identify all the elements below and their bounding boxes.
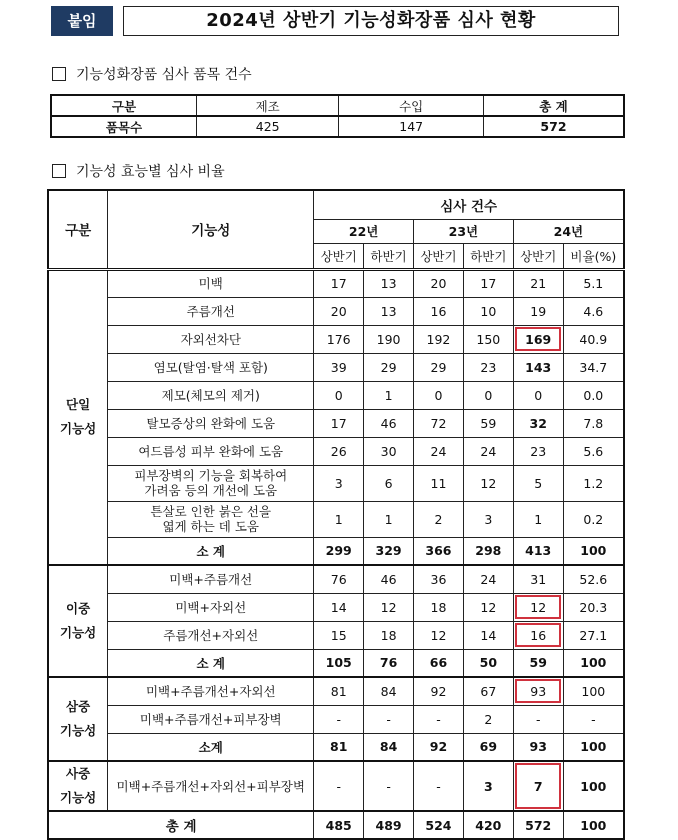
count-cell: - bbox=[364, 761, 414, 811]
summary-header-manufacture: 제조 bbox=[196, 95, 339, 116]
count-cell: 0.2 bbox=[563, 501, 624, 537]
count-cell: - bbox=[414, 705, 464, 733]
section1-heading bbox=[52, 64, 252, 84]
count-cell: 5 bbox=[513, 465, 563, 501]
header-category: 구분 bbox=[48, 190, 108, 269]
count-cell: 52.6 bbox=[563, 565, 624, 593]
subtotal-cell: 329 bbox=[364, 537, 414, 565]
count-cell: 150 bbox=[463, 325, 513, 353]
count-cell: 23 bbox=[463, 353, 513, 381]
count-cell: 4.6 bbox=[563, 297, 624, 325]
count-cell: 11 bbox=[414, 465, 464, 501]
count-cell: 176 bbox=[314, 325, 364, 353]
count-cell: 100 bbox=[563, 761, 624, 811]
header-h1: 상반기 bbox=[414, 243, 464, 269]
function-name: 튼살로 인한 붉은 선을 엷게 하는 데 도움 bbox=[108, 501, 314, 537]
summary-manufacture-value: 425 bbox=[196, 116, 339, 137]
count-cell: 3 bbox=[314, 465, 364, 501]
count-cell: - bbox=[513, 705, 563, 733]
count-cell: 31 bbox=[513, 565, 563, 593]
function-name: 미백+주름개선+자외선+피부장벽 bbox=[108, 761, 314, 811]
subtotal-cell: 59 bbox=[513, 649, 563, 677]
grand-total-cell: 489 bbox=[364, 811, 414, 839]
count-cell: 23 bbox=[513, 437, 563, 465]
count-cell: - bbox=[364, 705, 414, 733]
subtotal-cell: 100 bbox=[563, 649, 624, 677]
header-ratio: 비율(%) bbox=[563, 243, 624, 269]
count-cell: 13 bbox=[364, 297, 414, 325]
count-cell: 3 bbox=[463, 501, 513, 537]
section2-heading bbox=[52, 161, 225, 181]
count-cell: 6 bbox=[364, 465, 414, 501]
subtotal-cell: 366 bbox=[414, 537, 464, 565]
count-cell: 20.3 bbox=[563, 593, 624, 621]
grand-total-cell: 420 bbox=[463, 811, 513, 839]
group-label: 이중 기능성 bbox=[48, 565, 108, 677]
count-cell: 21 bbox=[513, 269, 563, 297]
function-name: 피부장벽의 기능을 회복하여 가려움 등의 개선에 도움 bbox=[108, 465, 314, 501]
table-row bbox=[48, 465, 624, 501]
function-name: 미백+자외선 bbox=[108, 593, 314, 621]
count-cell: 18 bbox=[414, 593, 464, 621]
function-name: 자외선차단 bbox=[108, 325, 314, 353]
header-h1: 상반기 bbox=[314, 243, 364, 269]
count-cell: 143 bbox=[513, 353, 563, 381]
table-row bbox=[48, 381, 624, 409]
count-cell: 1 bbox=[314, 501, 364, 537]
count-cell: 12 bbox=[513, 593, 563, 621]
count-cell: 190 bbox=[364, 325, 414, 353]
grand-total-row bbox=[48, 811, 624, 839]
table-body bbox=[48, 269, 624, 839]
count-cell: 5.6 bbox=[563, 437, 624, 465]
subtotal-label: 소계 bbox=[108, 733, 314, 761]
count-cell: 72 bbox=[414, 409, 464, 437]
table-row bbox=[48, 593, 624, 621]
count-cell: 17 bbox=[463, 269, 513, 297]
count-cell: 100 bbox=[563, 677, 624, 705]
count-cell: 81 bbox=[314, 677, 364, 705]
header-function: 기능성 bbox=[108, 190, 314, 269]
function-name: 제모(체모의 제거) bbox=[108, 381, 314, 409]
count-cell: 12 bbox=[463, 465, 513, 501]
subtotal-cell: 76 bbox=[364, 649, 414, 677]
table-row bbox=[48, 677, 624, 705]
count-cell: 0 bbox=[463, 381, 513, 409]
count-cell: 19 bbox=[513, 297, 563, 325]
count-cell: - bbox=[314, 761, 364, 811]
count-cell: 1.2 bbox=[563, 465, 624, 501]
page-title: 2024년 상반기 기능성화장품 심사 현황 bbox=[123, 6, 619, 36]
count-cell: 76 bbox=[314, 565, 364, 593]
count-cell: 29 bbox=[414, 353, 464, 381]
count-cell: 24 bbox=[414, 437, 464, 465]
function-name: 미백+주름개선+피부장벽 bbox=[108, 705, 314, 733]
count-cell: 10 bbox=[463, 297, 513, 325]
subtotal-cell: 299 bbox=[314, 537, 364, 565]
count-cell: - bbox=[414, 761, 464, 811]
table-row bbox=[48, 297, 624, 325]
count-cell: - bbox=[563, 705, 624, 733]
function-name: 주름개선+자외선 bbox=[108, 621, 314, 649]
count-cell: 24 bbox=[463, 565, 513, 593]
count-cell: 0 bbox=[414, 381, 464, 409]
count-cell: 2 bbox=[414, 501, 464, 537]
function-name: 미백 bbox=[108, 269, 314, 297]
table-row bbox=[48, 565, 624, 593]
count-cell: 27.1 bbox=[563, 621, 624, 649]
count-cell: 7 bbox=[513, 761, 563, 811]
checkbox-square-icon bbox=[52, 67, 66, 81]
subtotal-cell: 84 bbox=[364, 733, 414, 761]
subtotal-cell: 81 bbox=[314, 733, 364, 761]
subtotal-cell: 66 bbox=[414, 649, 464, 677]
summary-import-value: 147 bbox=[339, 116, 484, 137]
table-row bbox=[48, 705, 624, 733]
summary-row-label: 품목수 bbox=[51, 116, 196, 137]
count-cell: 3 bbox=[463, 761, 513, 811]
count-cell: 18 bbox=[364, 621, 414, 649]
count-cell: 1 bbox=[364, 501, 414, 537]
subtotal-row bbox=[48, 733, 624, 761]
count-cell: 39 bbox=[314, 353, 364, 381]
count-cell: 20 bbox=[414, 269, 464, 297]
count-cell: 12 bbox=[364, 593, 414, 621]
review-ratio-table bbox=[47, 189, 625, 840]
count-cell: 17 bbox=[314, 409, 364, 437]
function-name: 미백+주름개선 bbox=[108, 565, 314, 593]
attachment-badge: 붙임 bbox=[51, 6, 113, 36]
subtotal-label: 소 계 bbox=[108, 649, 314, 677]
summary-header-row bbox=[51, 95, 624, 116]
subtotal-cell: 100 bbox=[563, 733, 624, 761]
table-row bbox=[48, 269, 624, 297]
count-cell: 16 bbox=[513, 621, 563, 649]
count-cell: 0.0 bbox=[563, 381, 624, 409]
table-row bbox=[48, 621, 624, 649]
table-row bbox=[48, 501, 624, 537]
count-cell: 93 bbox=[513, 677, 563, 705]
count-cell: 46 bbox=[364, 409, 414, 437]
subtotal-row bbox=[48, 537, 624, 565]
count-cell: 13 bbox=[364, 269, 414, 297]
subtotal-cell: 50 bbox=[463, 649, 513, 677]
count-cell: 17 bbox=[314, 269, 364, 297]
summary-data-row bbox=[51, 116, 624, 137]
count-cell: 2 bbox=[463, 705, 513, 733]
group-label: 사중 기능성 bbox=[48, 761, 108, 811]
count-cell: - bbox=[314, 705, 364, 733]
group-label: 삼중 기능성 bbox=[48, 677, 108, 761]
count-cell: 14 bbox=[314, 593, 364, 621]
grand-total-cell: 524 bbox=[414, 811, 464, 839]
count-cell: 26 bbox=[314, 437, 364, 465]
grand-total-cell: 572 bbox=[513, 811, 563, 839]
subtotal-row bbox=[48, 649, 624, 677]
count-cell: 12 bbox=[414, 621, 464, 649]
summary-header-import: 수입 bbox=[339, 95, 484, 116]
count-cell: 34.7 bbox=[563, 353, 624, 381]
grand-total-cell: 485 bbox=[314, 811, 364, 839]
table-row bbox=[48, 353, 624, 381]
count-cell: 36 bbox=[414, 565, 464, 593]
header-year-23: 23년 bbox=[414, 219, 514, 243]
function-name: 염모(탈염·탈색 포함) bbox=[108, 353, 314, 381]
header-h1: 상반기 bbox=[513, 243, 563, 269]
count-cell: 12 bbox=[463, 593, 513, 621]
grand-total-cell: 100 bbox=[563, 811, 624, 839]
count-cell: 84 bbox=[364, 677, 414, 705]
checkbox-square-icon bbox=[52, 164, 66, 178]
summary-table bbox=[50, 94, 625, 138]
header-h2: 하반기 bbox=[364, 243, 414, 269]
count-cell: 1 bbox=[364, 381, 414, 409]
count-cell: 32 bbox=[513, 409, 563, 437]
grand-total-label: 총 계 bbox=[48, 811, 314, 839]
count-cell: 14 bbox=[463, 621, 513, 649]
header-h2: 하반기 bbox=[463, 243, 513, 269]
subtotal-cell: 100 bbox=[563, 537, 624, 565]
table-row bbox=[48, 437, 624, 465]
table-row bbox=[48, 325, 624, 353]
count-cell: 5.1 bbox=[563, 269, 624, 297]
summary-header-category: 구분 bbox=[51, 95, 196, 116]
subtotal-cell: 413 bbox=[513, 537, 563, 565]
count-cell: 92 bbox=[414, 677, 464, 705]
subtotal-label: 소 계 bbox=[108, 537, 314, 565]
group-label: 단일 기능성 bbox=[48, 269, 108, 565]
function-name: 미백+주름개선+자외선 bbox=[108, 677, 314, 705]
function-name: 주름개선 bbox=[108, 297, 314, 325]
subtotal-cell: 92 bbox=[414, 733, 464, 761]
table-header-row bbox=[48, 190, 624, 219]
table-row bbox=[48, 761, 624, 811]
count-cell: 15 bbox=[314, 621, 364, 649]
count-cell: 24 bbox=[463, 437, 513, 465]
count-cell: 30 bbox=[364, 437, 414, 465]
section1-title: 기능성화장품 심사 품목 건수 bbox=[76, 67, 252, 83]
count-cell: 59 bbox=[463, 409, 513, 437]
summary-total-value: 572 bbox=[483, 116, 624, 137]
count-cell: 29 bbox=[364, 353, 414, 381]
subtotal-cell: 298 bbox=[463, 537, 513, 565]
count-cell: 169 bbox=[513, 325, 563, 353]
subtotal-cell: 93 bbox=[513, 733, 563, 761]
count-cell: 0 bbox=[314, 381, 364, 409]
table-row bbox=[48, 409, 624, 437]
count-cell: 1 bbox=[513, 501, 563, 537]
count-cell: 67 bbox=[463, 677, 513, 705]
section2-title: 기능성 효능별 심사 비율 bbox=[76, 164, 225, 180]
function-name: 여드름성 피부 완화에 도움 bbox=[108, 437, 314, 465]
header-review-count: 심사 건수 bbox=[314, 190, 624, 219]
function-name: 탈모증상의 완화에 도움 bbox=[108, 409, 314, 437]
count-cell: 7.8 bbox=[563, 409, 624, 437]
header-year-24: 24년 bbox=[513, 219, 624, 243]
count-cell: 16 bbox=[414, 297, 464, 325]
subtotal-cell: 69 bbox=[463, 733, 513, 761]
header-year-22: 22년 bbox=[314, 219, 414, 243]
count-cell: 20 bbox=[314, 297, 364, 325]
summary-header-total: 총 계 bbox=[483, 95, 624, 116]
count-cell: 192 bbox=[414, 325, 464, 353]
count-cell: 46 bbox=[364, 565, 414, 593]
subtotal-cell: 105 bbox=[314, 649, 364, 677]
count-cell: 40.9 bbox=[563, 325, 624, 353]
count-cell: 0 bbox=[513, 381, 563, 409]
